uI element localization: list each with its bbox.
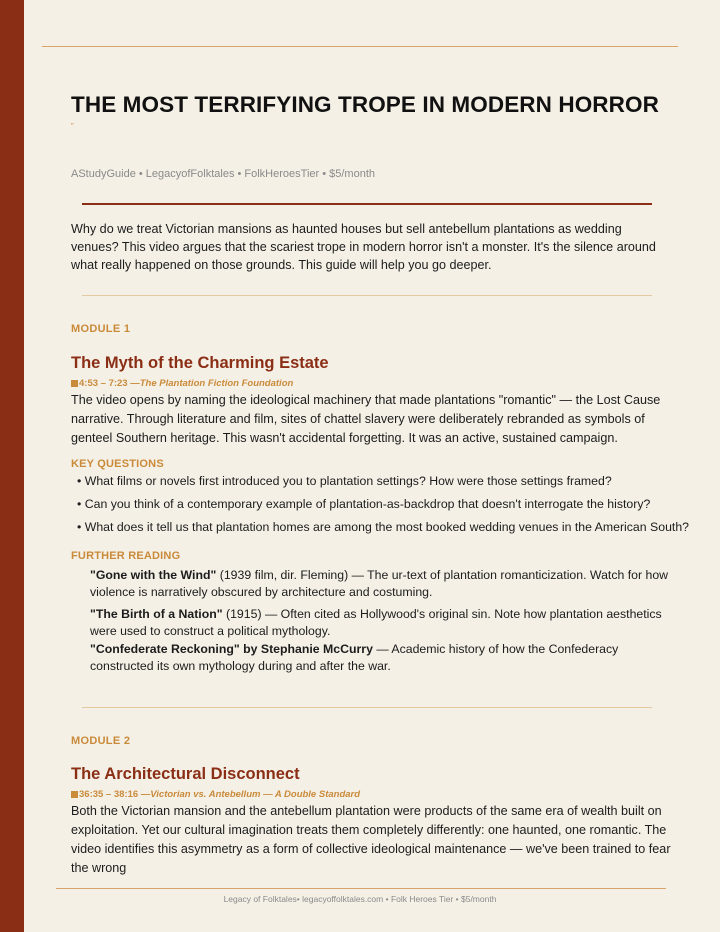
reading-description: — Academic history of how the Confederacy constructed its own mythology during and after the war. [90,642,619,673]
timestamp-range: 4:53 – 7:23 — [79,378,140,389]
title-mark: ” [71,122,74,131]
question-item: • What films or novels first introduced you to plantation settings? How were those settings framed? [77,474,612,488]
title-underline [82,203,652,205]
reading-description: (1939 film, dir. Fleming) — The ur-text of plantation romanticization. Watch for how violence is narratively obscured by architecture and costuming. [90,568,669,599]
reading-item [90,567,670,601]
timestamp-range: 36:35 – 38:16 — [79,789,151,800]
module-1-label: MODULE 1 [71,323,131,335]
module-1-title: The Myth of the Charming Estate [71,354,329,372]
reading-title: "The Birth of a Nation" [90,607,223,621]
timestamp-marker-icon [71,791,78,798]
further-reading-label: FURTHER READING [71,550,181,562]
timestamp-title: Victorian vs. Antebellum — A Double Standard [150,789,361,800]
timestamp-title: The Plantation Fiction Foundation [139,378,294,389]
module-2-title: The Architectural Disconnect [71,765,300,783]
question-item: • What does it tell us that plantation homes are among the most booked wedding venues in the American South? [77,520,690,534]
reading-item [90,641,670,675]
reading-description: (1915) — Often cited as Hollywood's original sin. Note how plantation aesthetics were used to construct a political mythology. [90,607,662,638]
module-1-timestamp [71,378,293,389]
reading-item [90,606,670,640]
module-2-timestamp [71,789,360,800]
timestamp-marker-icon [71,380,78,387]
footer-text: Legacy of Folktales• legacyoffolktales.com • Folk Heroes Tier • $5/month [223,894,497,904]
section-divider [82,707,652,708]
module-2-body: Both the Victorian mansion and the antebellum plantation were products of the same era of wealth built on exploitation. Yet our cultural imagination treats them completely differently: one haunted, one romantic. The video identifies this asymmetry as a form of collective ideological maintenance — we've been trained to fear the wrong [71,804,671,875]
section-divider [82,295,652,296]
top-divider [42,46,678,47]
module-1-body: The video opens by naming the ideological machinery that made plantations "romantic" — the Lost Cause narrative. Through literature and film, sites of chattel slavery were deliberately rebranded as symbols of genteel Southern heritage. This wasn't accidental forgetting. It was an active, sustained campaign. [71,393,661,445]
reading-title: "Gone with the Wind" [90,568,217,582]
module-2-label: MODULE 2 [71,735,131,747]
key-questions-label: KEY QUESTIONS [71,458,164,470]
intro-paragraph: Why do we treat Victorian mansions as haunted houses but sell antebellum plantations as wedding venues? This video argues that the scariest trope in modern horror isn't a monster. It's the silence around what really happened on those grounds. This guide will help you go deeper. [71,222,656,272]
document-title: THE MOST TERRIFYING TROPE IN MODERN HORROR [71,92,659,117]
footer-divider [56,888,666,889]
reading-title: "Confederate Reckoning" by Stephanie McCurry [90,642,373,656]
byline: AStudyGuide • LegacyofFolktales • FolkHeroesTier • $5/month [71,168,376,180]
question-item: • Can you think of a contemporary example of plantation-as-backdrop that doesn't interrogate the history? [77,497,651,511]
side-accent-bar [0,0,24,932]
